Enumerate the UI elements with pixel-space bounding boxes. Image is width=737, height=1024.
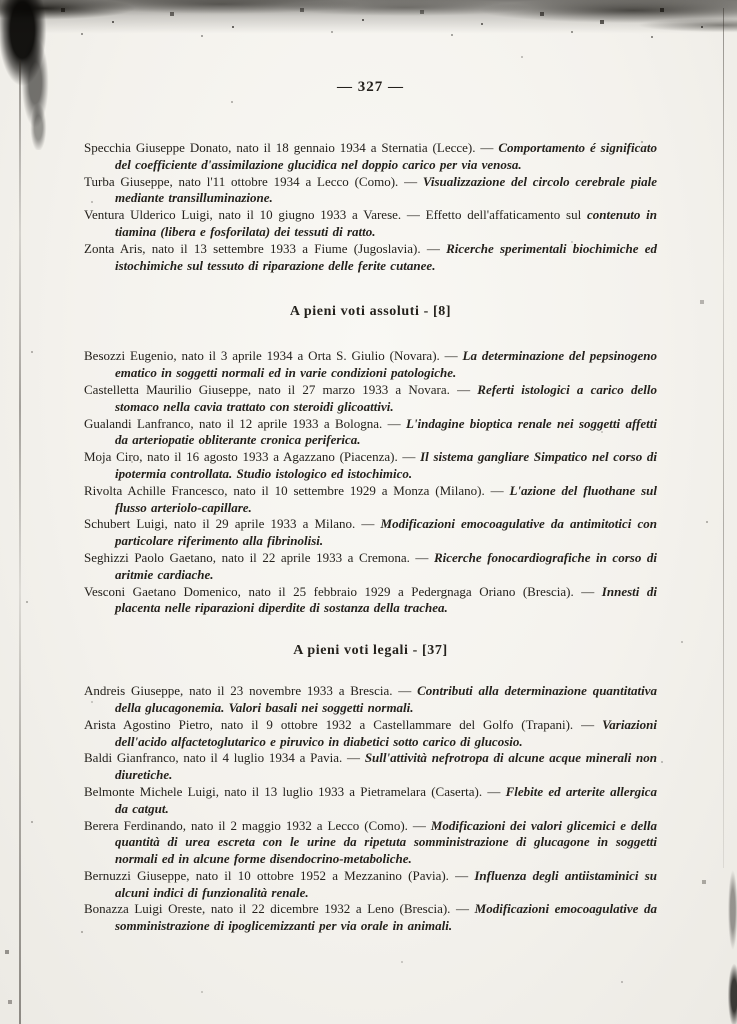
entry-thesis-title: Modificazioni emocoagulative da somministrazione di ipoglicemizzanti per via orale in animali. <box>115 901 658 934</box>
entry-name-and-birth: Vesconi Gaetano Domenico, nato il 25 febbraio 1929 a Pedergnaga Oriano (Brescia). — <box>84 583 595 599</box>
scan-artifact-left-binding-line <box>19 60 21 1024</box>
entry-name-and-birth: Schubert Luigi, nato il 29 aprile 1933 a Milano. — <box>84 516 375 532</box>
graduate-entry <box>84 483 657 517</box>
entry-name-and-birth: Seghizzi Paolo Gaetano, nato il 22 aprile 1933 a Cremona. — <box>84 549 429 565</box>
entry-thesis-title: Contributi alla determinazione quantitativa della glucagonemia. Valori basali nei soggetti normali. <box>115 683 657 715</box>
graduate-entry <box>84 550 657 584</box>
entry-name-and-birth: Baldi Gianfranco, nato il 4 luglio 1934 a Pavia. — <box>84 750 361 766</box>
entry-thesis-title: contenuto in tiamina (libera e fosforilata) dei tessuti di ratto. <box>115 207 658 239</box>
graduate-entry <box>84 901 657 935</box>
scan-artifact-top-left-blotch <box>0 0 64 150</box>
entry-name-and-birth: Andreis Giuseppe, nato il 23 novembre 1933 a Brescia. — <box>84 683 412 699</box>
text-column <box>84 0 657 935</box>
entry-thesis-title: L'azione del fluothane sul flusso arteriolo-capillare. <box>115 482 658 515</box>
graduate-entry <box>84 683 657 717</box>
graduate-entry <box>84 241 657 275</box>
graduate-entry <box>84 348 657 382</box>
entry-name-and-birth: Besozzi Eugenio, nato il 3 aprile 1934 a Orta S. Giulio (Novara). — <box>84 348 458 364</box>
entry-name-and-birth: Zonta Aris, nato il 13 settembre 1933 a Fiume (Jugoslavia). — <box>84 240 440 256</box>
entry-thesis-title: La determinazione del pepsinogeno ematico in soggetti normali ed in varie condizioni patologiche. <box>115 348 657 381</box>
entry-thesis-title: Variazioni dell'acido alfactetoglutarico e piruvico in diabetici sotto carico di glucosio. <box>115 716 657 749</box>
entry-name-and-birth: Berera Ferdinando, nato il 2 maggio 1932 a Lecco (Como). — <box>84 817 426 833</box>
entry-name-and-birth: Bonazza Luigi Oreste, nato il 22 dicembre 1932 a Leno (Brescia). — <box>84 901 470 917</box>
scan-artifact-bottom-right-smudge <box>723 834 737 1024</box>
entry-thesis-title: Ricerche sperimentali biochimiche ed istochimiche sul tessuto di riparazione delle ferite cutanee. <box>115 240 658 273</box>
graduate-entry <box>84 784 657 818</box>
page-number: — 327 — <box>337 79 404 95</box>
graduate-entry <box>84 416 657 450</box>
entry-thesis-title: Ricerche fonocardiografiche in corso di aritmie cardiache. <box>115 549 657 582</box>
entry-name-and-birth: Belmonte Michele Luigi, nato il 13 luglio 1933 a Pietramelara (Caserta). — <box>84 783 501 799</box>
entry-thesis-title: L'indagine bioptica renale nei soggetti affetti da arteriopatie obliterante cronica periferica. <box>115 415 658 448</box>
entry-thesis-title: Visualizzazione del circolo cerebrale piale mediante transilluminazione. <box>115 173 657 206</box>
entry-thesis-title: Influenza degli antiistaminici su alcuni indici di funzionalità renale. <box>115 867 657 900</box>
section-legali-entries <box>84 683 657 935</box>
entry-name-and-birth: Moja Ciro, nato il 16 agosto 1933 a Agazzano (Piacenza). — <box>84 449 416 465</box>
entry-name-and-birth: Ventura Ulderico Luigi, nato il 10 giugno 1933 a Varese. — Effetto dell'affaticamento sul <box>84 207 582 223</box>
entry-thesis-title: Modificazioni dei valori glicemici e della quantità di urea escreta con le urine da ripetuta somministrazione di glucagone in soggetti normali ed in alcune forme disendocrino-metaboliche. <box>115 817 657 867</box>
entry-name-and-birth: Gualandi Lanfranco, nato il 12 aprile 1933 a Bologna. — <box>84 415 401 431</box>
graduate-entry <box>84 868 657 902</box>
graduate-entry <box>84 140 657 174</box>
entry-thesis-title: Modificazioni emocoagulative da antimitotici con particolare riferimento alla fibrinolisi. <box>115 516 658 549</box>
entry-thesis-title: Sull'attività nefrotropa di alcune acque minerali non diuretiche. <box>115 750 657 783</box>
section-assoluti-entries <box>84 348 657 617</box>
graduate-entry <box>84 818 657 868</box>
section-heading-pieni-voti-assoluti: A pieni voti assoluti - [8] <box>289 304 452 320</box>
scan-artifact-top-speckles <box>0 0 2 2</box>
section-continued-entries <box>84 140 657 274</box>
entry-name-and-birth: Castelletta Maurilio Giuseppe, nato il 27 marzo 1933 a Novara. — <box>84 381 471 397</box>
entry-thesis-title: Comportamento é significato del coefficiente d'assimilazione glucidica nel doppio carico per via venosa. <box>115 140 657 172</box>
entry-name-and-birth: Specchia Giuseppe Donato, nato il 18 gennaio 1934 a Sternatia (Lecce). — <box>84 140 494 155</box>
entry-name-and-birth: Bernuzzi Giuseppe, nato il 10 ottobre 1952 a Mezzanino (Pavia). — <box>84 867 469 883</box>
entry-thesis-title: Referti istologici a carico dello stomaco nella cavia trattato con steroidi glicoattivi. <box>115 381 657 414</box>
graduate-entry <box>84 717 657 751</box>
graduate-entry <box>84 449 657 483</box>
section-heading-pieni-voti-legali: A pieni voti legali - [37] <box>293 643 448 659</box>
graduate-entry <box>84 207 657 241</box>
graduate-entry <box>84 584 657 618</box>
entry-thesis-title: Il sistema gangliare Simpatico nel corso di ipotermia controllata. Studio istologico ed istochimico. <box>115 449 657 481</box>
entry-thesis-title: Flebite ed arterite allergica da catgut. <box>115 783 658 816</box>
graduate-entry <box>84 382 657 416</box>
entry-name-and-birth: Turba Giuseppe, nato l'11 ottobre 1934 a Lecco (Como). — <box>84 173 418 189</box>
entry-thesis-title: Innesti di placenta nelle riparazioni diperdite di sostanza della trachea. <box>115 583 658 616</box>
graduate-entry <box>84 750 657 784</box>
graduate-entry <box>84 174 657 208</box>
entry-name-and-birth: Rivolta Achille Francesco, nato il 10 settembre 1929 a Monza (Milano). — <box>84 482 504 498</box>
graduate-entry <box>84 516 657 550</box>
scan-artifact-page-speckles <box>0 0 2 2</box>
entry-name-and-birth: Arista Agostino Pietro, nato il 9 ottobre 1932 a Castellammare del Golfo (Trapani). — <box>84 716 595 732</box>
scan-artifact-right-page-edge <box>723 8 724 868</box>
